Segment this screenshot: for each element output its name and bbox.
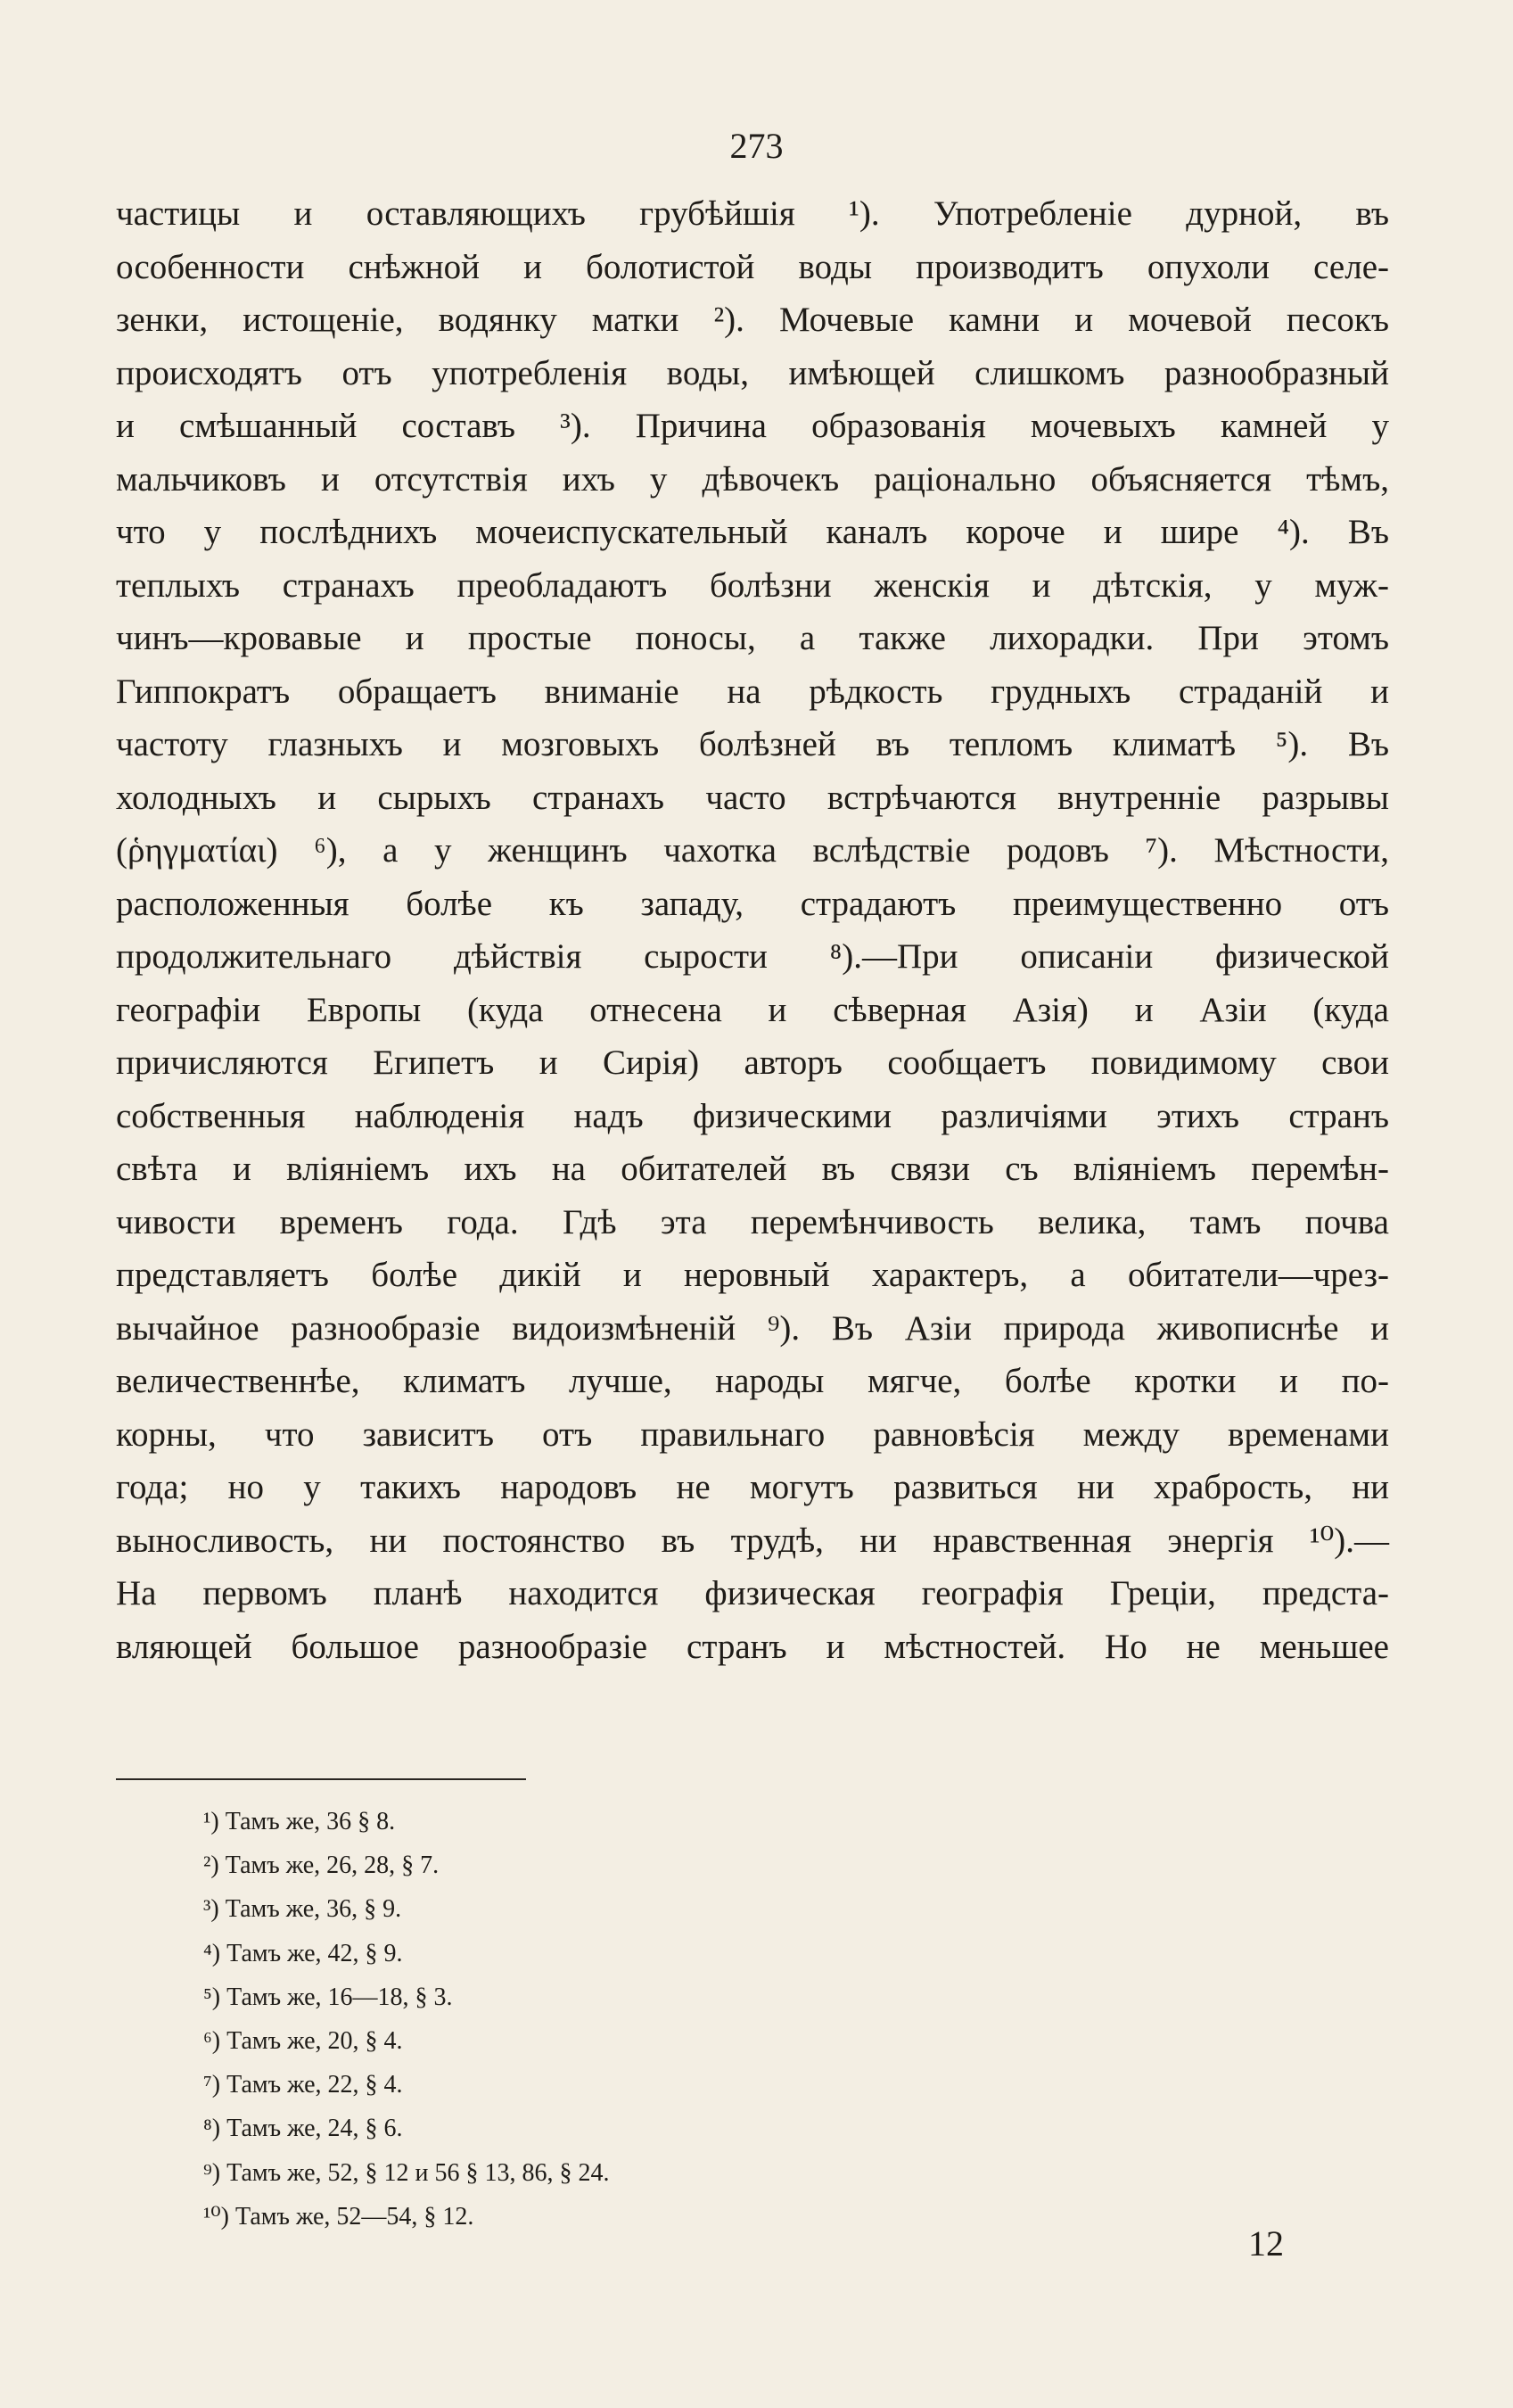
text-line: представляетъ болѣе дикій и неровный характеръ, а обитатели—чрез- bbox=[116, 1256, 1389, 1294]
text-line: свѣта и вліяніемъ ихъ на обитателей въ связи съ вліяніемъ перемѣн- bbox=[116, 1150, 1389, 1188]
footnote: ²) Тамъ же, 26, 28, § 7. bbox=[203, 1851, 440, 1880]
footnote: ⁶) Тамъ же, 20, § 4. bbox=[203, 2027, 403, 2056]
text-line: холодныхъ и сырыхъ странахъ часто встрѣчаются внутренніе разрывы bbox=[116, 778, 1389, 817]
body-text bbox=[116, 187, 1389, 1673]
text-line: вычайное разнообразіе видоизмѣненій ⁹). Въ Азіи природа живописнѣе и bbox=[116, 1308, 1389, 1348]
footnote-rule bbox=[116, 1778, 526, 1780]
text-line: частицы и оставляющихъ грубѣйшія ¹). Употребленіе дурной, въ bbox=[116, 194, 1389, 233]
page-number: 273 bbox=[729, 126, 784, 166]
text-line: что у послѣднихъ мочеиспускательный каналъ короче и шире ⁴). Въ bbox=[116, 513, 1389, 551]
signature-mark: 12 bbox=[1248, 2223, 1284, 2264]
text-line: года; но у такихъ народовъ не могутъ развиться ни храбрость, ни bbox=[116, 1468, 1389, 1506]
text-line: причисляются Египетъ и Сирія) авторъ сообщаетъ повидимому свои bbox=[116, 1043, 1389, 1082]
text-line: расположенныя болѣе къ западу, страдаютъ преимущественно отъ bbox=[116, 884, 1389, 923]
text-line: мальчиковъ и отсутствія ихъ у дѣвочекъ раціонально объясняется тѣмъ, bbox=[116, 459, 1389, 499]
footnote: ⁷) Тамъ же, 22, § 4. bbox=[203, 2071, 403, 2099]
text-line: выносливость, ни постоянство въ трудѣ, ни нравственная энергія ¹⁰).— bbox=[116, 1521, 1389, 1560]
text-line: происходятъ отъ употребленія воды, имѣющей слишкомъ разнообразный bbox=[116, 353, 1389, 392]
text-line: (ῥηγματίαι) ⁶), а у женщинъ чахотка вслѣдствіе родовъ ⁷). Мѣстности, bbox=[116, 831, 1389, 870]
text-line: чинъ—кровавые и простые поносы, а также лихорадки. При этомъ bbox=[116, 619, 1389, 657]
text-line: Гиппократъ обращаетъ вниманіе на рѣдкость грудныхъ страданій и bbox=[116, 672, 1389, 711]
text-line: На первомъ планѣ находится физическая географія Греціи, предста- bbox=[116, 1574, 1389, 1612]
footnote: ³) Тамъ же, 36, § 9. bbox=[203, 1895, 402, 1924]
footnote: ⁵) Тамъ же, 16—18, § 3. bbox=[203, 1983, 453, 2011]
text-line: теплыхъ странахъ преобладаютъ болѣзни женскія и дѣтскія, у муж- bbox=[116, 565, 1389, 605]
text-line: величественнѣе, климатъ лучше, народы мягче, болѣе кротки и по- bbox=[116, 1362, 1389, 1400]
text-line: зенки, истощеніе, водянку матки ²). Мочевые камни и мочевой песокъ bbox=[116, 301, 1389, 339]
text-line: корны, что зависитъ отъ правильнаго равновѣсія между временами bbox=[116, 1414, 1389, 1454]
footnotes bbox=[203, 1800, 610, 2239]
footnote: ¹⁰) Тамъ же, 52—54, § 12. bbox=[203, 2202, 474, 2231]
footnote: ⁹) Тамъ же, 52, § 12 и 56 § 13, 86, § 24. bbox=[203, 2158, 610, 2187]
footnote: ¹) Тамъ же, 36 § 8. bbox=[203, 1808, 396, 1835]
footnote: ⁴) Тамъ же, 42, § 9. bbox=[203, 1939, 403, 1967]
text-line: вляющей большое разнообразіе странъ и мѣстностей. Но не меньшее bbox=[116, 1627, 1389, 1666]
text-line: особенности снѣжной и болотистой воды производитъ опухоли селе- bbox=[116, 247, 1389, 286]
text-line: собственныя наблюденія надъ физическими различіями этихъ странъ bbox=[116, 1096, 1389, 1135]
text-line: географіи Европы (куда отнесена и сѣверная Азія) и Азіи (куда bbox=[116, 990, 1389, 1029]
footnote: ⁸) Тамъ же, 24, § 6. bbox=[203, 2115, 403, 2143]
text-line: частоту глазныхъ и мозговыхъ болѣзней въ тепломъ климатѣ ⁵). Въ bbox=[116, 725, 1389, 763]
text-line: и смѣшанный составъ ³). Причина образованія мочевыхъ камней у bbox=[116, 407, 1389, 445]
text-line: продолжительнаго дѣйствія сырости ⁸).—При описаніи физической bbox=[116, 937, 1389, 976]
text-line: чивости временъ года. Гдѣ эта перемѣнчивость велика, тамъ почва bbox=[116, 1202, 1389, 1241]
